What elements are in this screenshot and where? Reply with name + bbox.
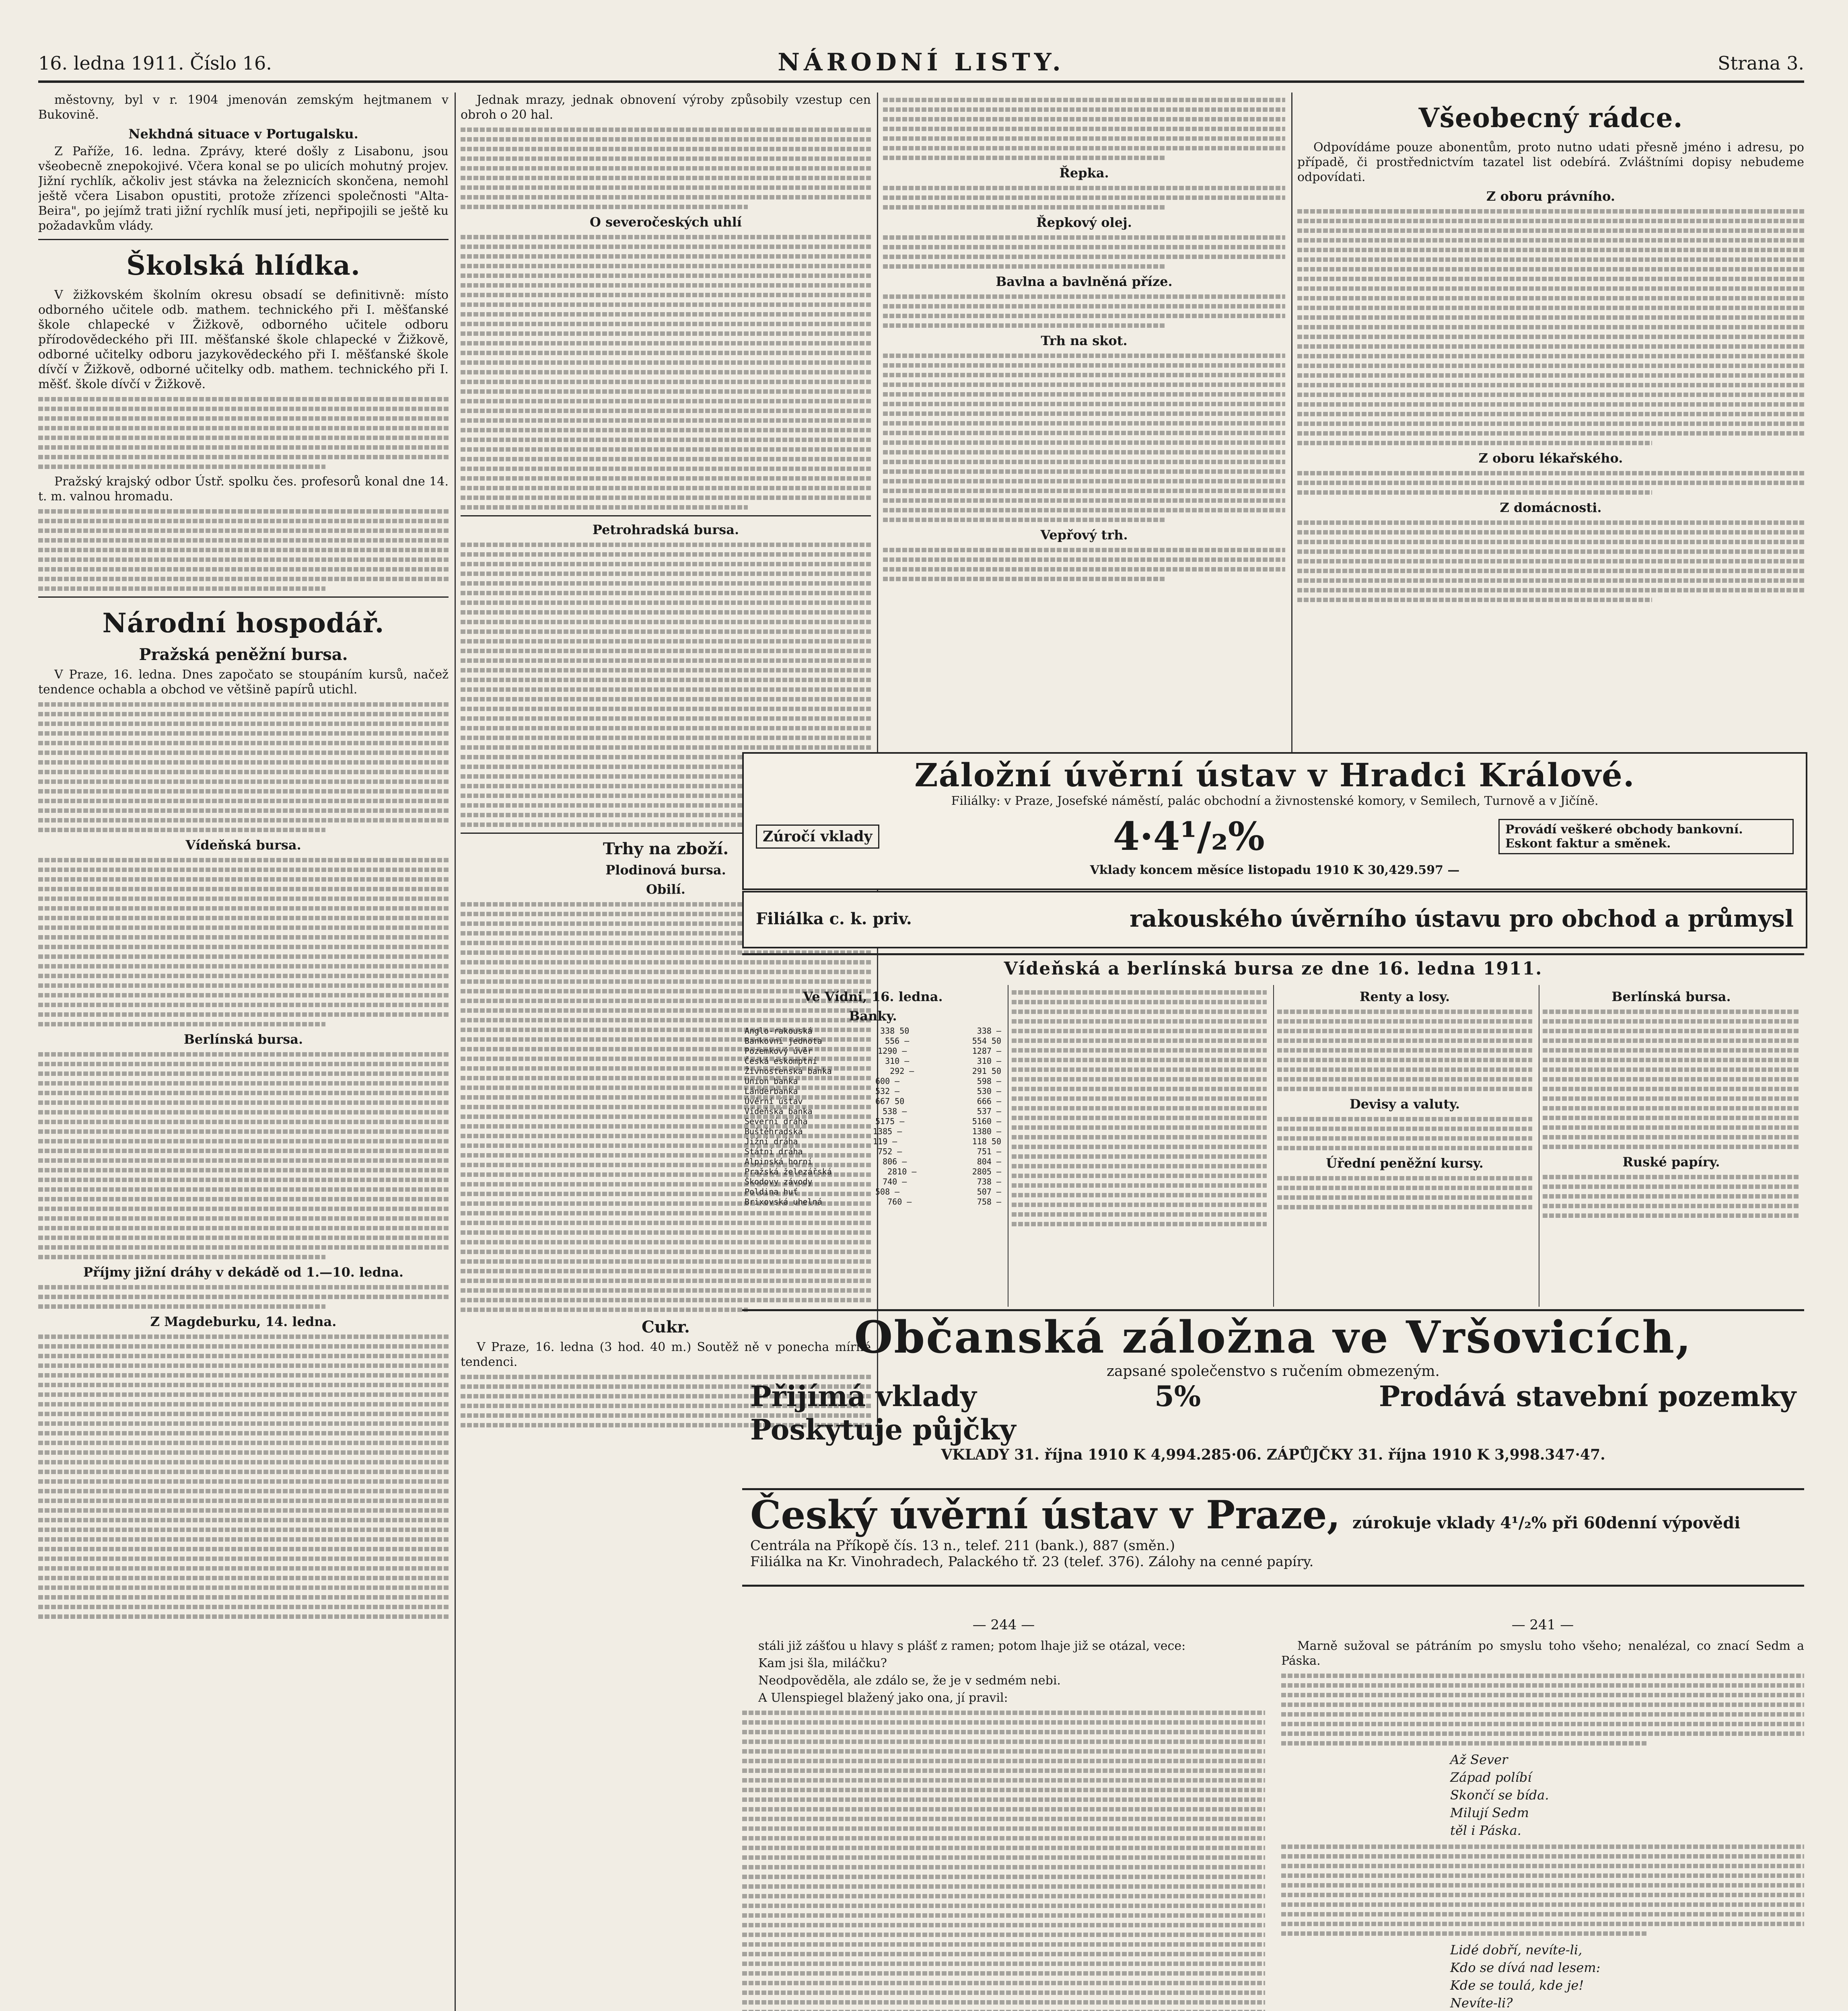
table-cell: 758 — [977,1197,1001,1207]
table-cell: Bankovní jednota [745,1036,822,1046]
story-text: A Ulenspiegel blažený jako ona, jí pravil: [758,1691,1008,1705]
table-heading: Renty a losy. [1359,989,1450,1004]
text-block [883,294,1285,328]
section-subheading: Cukr. [642,1318,690,1337]
article-text: V žižkovském školním okresu obsadí se definitivně: místo odborného učitele odb. mathem. technického při I. měšťanské škole chlapecké v Žižkově, odborného učitele odboru přírodovědeckého při III. měšťanské škole chlapecké v Žižkově, odborné učitelky odboru jazykovědeckého při I. měšťanské škole dívčí v Žižkově, odborné učitelky odb. mathem. technického při I. měšť. škole dívčí v Žižkově. [38,288,449,391]
table-cell: 1290 — [878,1046,907,1056]
table-heading: Devisy a valuty. [1349,1096,1460,1112]
article-text: Z Paříže, 16. ledna. Zprávy, které došly z Lisabonu, jsou všeobecně znepokojivé. Včera konal se po ulicích mohutný projev. Jižní rychlík, ačkoliv jest stávka na železnicích skončena, nemohl ještě včera Lisabon opustiti, protože zřízenci společnosti "Alta-Beira", po jejímž trati jižní rychlík musí jeti, nepřipojili se ještě ku požadavkům vlády. [38,144,449,233]
table-heading: Úřední peněžní kursy. [1326,1156,1484,1171]
table-cell: 740 — [883,1177,907,1186]
newspaper-title: NÁRODNÍ LISTY. [778,48,1065,76]
section-subheading: O severočeských uhlí [590,214,742,230]
column-rule [1291,93,1292,752]
table-row [742,1197,1004,1207]
text-block [1297,209,1804,445]
text-block [742,1711,1265,2011]
table-cell: Pozemkový úvěr [745,1046,813,1056]
table-cell: 5160 — [972,1117,1001,1126]
bank-subtitle: zapsané společenstvo s ručením obmezeným. [1107,1363,1440,1380]
section-subheading: Řepkový olej. [1036,215,1132,230]
section-subheading: Vepřový trh. [1040,527,1128,543]
table-cell: Alpinská horní [745,1157,813,1166]
section-subheading: Berlínská bursa. [183,1032,303,1047]
table-row [742,1117,1004,1127]
table-cell: 338 50 [880,1026,910,1036]
table-cell: 292 — [890,1066,914,1076]
poem-verse [1450,1941,1804,2011]
table-cell: Union banka [745,1076,798,1086]
article-text: Jednak mrazy, jednak obnovení výroby způsobily vzestup cen obroh o 20 hal. [461,93,871,122]
text-block [461,235,871,510]
section-heading-economy: Národní hospodář. [102,607,385,639]
address-text: Centrála na Příkopě čís. 13 n., telef. 211 (bank.), 887 (směn.) [750,1538,1175,1554]
text-block [38,858,449,1026]
section-subheading: Obilí. [646,882,685,897]
divider [461,515,871,516]
table-row [742,1137,1004,1147]
section-subheading: Z Magdeburku, 14. ledna. [150,1314,337,1329]
table-cell: 119 — [873,1137,897,1146]
page-number: Strana 3. [1718,52,1804,74]
poem-line: Kde se toulá, kde je! [1450,1978,1584,1993]
table-cell: Státní dráha [745,1147,803,1156]
table-row [742,1076,1004,1086]
feuilleton-right [1281,1617,1804,2011]
text-block [38,397,449,469]
text-block [1297,520,1804,602]
table-cell: 5175 — [875,1117,905,1126]
column-rule [455,93,456,2011]
table-row [742,1096,1004,1106]
table-cell: 556 — [885,1036,910,1046]
section-subheading: Plodinová bursa. [605,862,726,878]
article-text: V Praze, 16. ledna. Dnes započato se stoupáním kursů, načež tendence ochabla a obchod ve většině papírů utichl. [38,668,449,697]
article-text: Pražský krajský odbor Ústř. spolku čes. profesorů konal dne 14. t. m. valnou hromadu. [38,475,449,504]
story-text: stáli již zášťou u hlavy s plášť z ramen; potom lhaje již se otázal, vece: [758,1639,1186,1653]
text-block [883,548,1285,581]
rents-and-currency-table [1273,985,1535,1307]
section-subheading: Z oboru lékařského. [1478,450,1623,466]
table-cell: Buštěhradská [745,1127,803,1136]
table-cell: 752 — [878,1147,902,1156]
branch-label: Filiálka c. k. priv. [756,909,912,928]
section-subheading: Bavlna a bavlněná příze. [996,274,1173,289]
table-cell: 598 — [977,1076,1001,1086]
poem-line: Skončí se bída. [1450,1787,1549,1803]
table-row [742,1157,1004,1167]
table-row [742,1056,1004,1066]
divider [38,239,449,240]
table-cell: Anglo-rakouská [745,1026,813,1036]
column-4 [1297,93,1804,784]
section-subheading: Nekhdná situace v Portugalsku. [128,126,358,142]
table-cell: 532 — [875,1086,900,1096]
interest-rate: 5% [1154,1380,1201,1413]
table-row [742,1026,1004,1036]
text-block [883,186,1285,210]
poem-line: Až Sever [1450,1752,1508,1767]
text-block [1281,1844,1804,1936]
vienna-banks-table [742,985,1004,1307]
text-block [1297,471,1804,495]
stock-exchange-section [742,953,1804,1311]
table-cell: 554 50 [972,1036,1001,1046]
poem-line: těl i Páska. [1450,1823,1521,1838]
page-header [38,48,1804,83]
table-cell: Brixovská uhelná [745,1197,822,1207]
table-row [742,1106,1004,1117]
table-row [742,1066,1004,1076]
table-cell: Severní dráha [745,1117,808,1126]
bourse-title: Vídeňská a berlínská bursa ze dne 16. ledna 1911. [1004,958,1543,979]
divider [38,596,449,598]
table-cell: Pražská železářská [745,1167,832,1176]
page-number-marker: — 244 — [972,1617,1035,1633]
bank-advertisement-prague [742,891,1807,948]
column-1 [38,93,449,2011]
table-cell: 118 50 [972,1137,1001,1146]
branch-text: Filiálka na Kr. Vinohradech, Palackého tř. 23 (telef. 376). Zálohy na cenné papíry. [750,1554,1314,1570]
text-block [38,1285,449,1309]
table-row [742,1187,1004,1197]
feuilleton-left [742,1617,1265,2011]
section-subheading: Z oboru právního. [1486,189,1615,204]
poem-line: Západ políbí [1450,1770,1532,1785]
branches-text: Filiálky: v Praze, Josefské náměstí, palác obchodní a živnostenské komory, v Semilech, Turnově a v Jičíně. [951,794,1599,808]
table-cell: 804 — [977,1157,1001,1166]
table-cell: 738 — [977,1177,1001,1186]
rate-text: zúrokuje vklady 4¹/₂% při 60denní výpovědi [1352,1513,1741,1532]
interest-rate: 4·4¹/₂% [1113,814,1265,859]
table-cell: 2810 — [887,1167,917,1176]
bank-name: Český úvěrní ústav v Praze, [750,1492,1340,1538]
bank-name: Záložní úvěrní ústav v Hradci Králové. [914,756,1635,794]
deposits-offer: Přijímá vklady [750,1380,977,1413]
poem-line: Milují Sedm [1450,1805,1529,1820]
table-cell: 538 — [883,1106,907,1116]
table-cell: 310 — [885,1056,910,1066]
bank-advertisement-vrsovice [742,1311,1804,1490]
deposit-total: Vklady koncem měsíce listopadu 1910 K 30,429.597 — [1090,863,1460,877]
text-block [1281,1674,1804,1746]
table-row [742,1086,1004,1096]
table-cell: 1385 — [873,1127,902,1136]
table-heading: Ruské papíry. [1622,1154,1720,1170]
text-block [38,509,449,591]
table-cell: Länderbanka [745,1086,798,1096]
services-text: Provádí veškeré obchody bankovní. Eskont faktur a směnek. [1498,819,1794,854]
table-cell: Úvěrní ústav [745,1096,803,1106]
table-cell: Jižní dráha [745,1137,798,1146]
story-text: Kam jsi šla, miláčku? [758,1656,887,1670]
table-row [742,1046,1004,1056]
table-cell: 760 — [887,1197,912,1207]
table-cell: 291 50 [972,1066,1001,1076]
text-block [883,98,1285,160]
table-cell: Česká eskomptní [745,1056,817,1066]
table-row [742,1177,1004,1187]
table-cell: 751 — [977,1147,1001,1156]
table-rows [742,1026,1004,1207]
text-block [883,354,1285,522]
section-subheading: Trh na skot. [1041,333,1128,348]
section-heading-school: Školská hlídka. [126,250,360,281]
story-text: Neodpověděla, ale zdálo se, že je v sedmém nebi. [758,1674,1061,1688]
table-cell: Škodovy závody [745,1177,813,1186]
land-offer: Prodává stavební pozemky [1379,1380,1796,1413]
table-cell: 310 — [977,1056,1001,1066]
table-cell: 600 — [875,1076,900,1086]
deposit-totals: VKLADY 31. října 1910 K 4,994.285·06. ZÁPŮJČKY 31. října 1910 K 3,998.347·47. [941,1446,1605,1463]
bank-name: Občanská záložna ve Vršovicích, [854,1311,1692,1363]
table-cell: 530 — [977,1086,1001,1096]
story-text: Marně sužoval se pátráním po smyslu toho všeho; nenalézal, co znací Sedm a Páska. [1281,1639,1804,1668]
section-heading-advice: Všeobecný rádce. [1418,102,1683,134]
section-subheading: Pražská peněžní bursa. [139,645,348,664]
vienna-industrial-table [1008,985,1270,1307]
table-subheading: Banky. [849,1008,897,1024]
section-subheading: Petrohradská bursa. [592,522,739,537]
section-subheading: Vídeňská bursa. [185,837,301,853]
text-block [883,235,1285,269]
table-cell: 806 — [883,1157,907,1166]
article-text: městovny, byl v r. 1904 jmenován zemským hejtmanem v Bukovině. [38,93,449,122]
bank-advertisement-hradec [742,752,1807,890]
section-subheading: Příjmy jižní dráhy v dekádě od 1.—10. ledna. [83,1265,404,1280]
text-block [38,702,449,832]
table-cell: 508 — [875,1187,900,1197]
issue-date: 16. ledna 1911. Číslo 16. [38,52,272,74]
poem-line: Kdo se dívá nad lesem: [1450,1960,1601,1975]
table-cell: Vídeňská banka [745,1106,813,1116]
deposits-label: Zúročí vklady [756,825,879,849]
page-number-marker: — 241 — [1511,1617,1574,1633]
table-row [742,1127,1004,1137]
table-cell: 1287 — [972,1046,1001,1056]
article-text: Odpovídáme pouze abonentům, proto nutno udati přesně jméno i adresu, po případě, či prostřednictvím tazatel list odebírá. Zvláštními dopisy nebudeme odpovídati. [1297,140,1804,184]
table-row [742,1036,1004,1046]
loans-offer: Poskytuje půjčky [750,1413,1016,1446]
poem-line: Nevíte-li? [1450,1995,1513,2011]
table-block [461,127,871,209]
table-cell: Živnostenská banka [745,1066,832,1076]
section-heading-trade: Trhy na zboží. [603,839,729,858]
bank-advertisement-cesky [742,1492,1804,1587]
table-row [742,1147,1004,1157]
article-text: V Praze, 16. ledna (3 hod. 40 m.) Soutěž ně v ponecha mírné tendenci. [461,1340,871,1369]
poem-verse [1450,1751,1804,1839]
table-block [38,1334,449,1619]
section-subheading: Z domácnosti. [1500,500,1602,515]
table-cell: Poldina huť [745,1187,798,1197]
berlin-bourse-table [1539,985,1803,1307]
table-cell: 2805 — [972,1167,1001,1176]
table-cell: 666 — [977,1096,1001,1106]
bank-name: rakouského úvěrního ústavu pro obchod a průmysl [1130,905,1794,932]
text-block [38,1052,449,1259]
table-cell: 507 — [977,1187,1001,1197]
section-subheading: Řepka. [1059,165,1109,181]
table-row [742,1167,1004,1177]
table-cell: 1380 — [972,1127,1001,1136]
table-heading: Berlínská bursa. [1611,989,1731,1004]
column-3 [883,93,1285,784]
table-cell: 537 — [977,1106,1001,1116]
poem-line: Lidé dobří, nevíte-li, [1450,1942,1583,1958]
table-cell: 667 50 [875,1096,905,1106]
table-cell: 338 — [977,1026,1001,1036]
table-heading: Ve Vídni, 16. ledna. [803,989,943,1004]
